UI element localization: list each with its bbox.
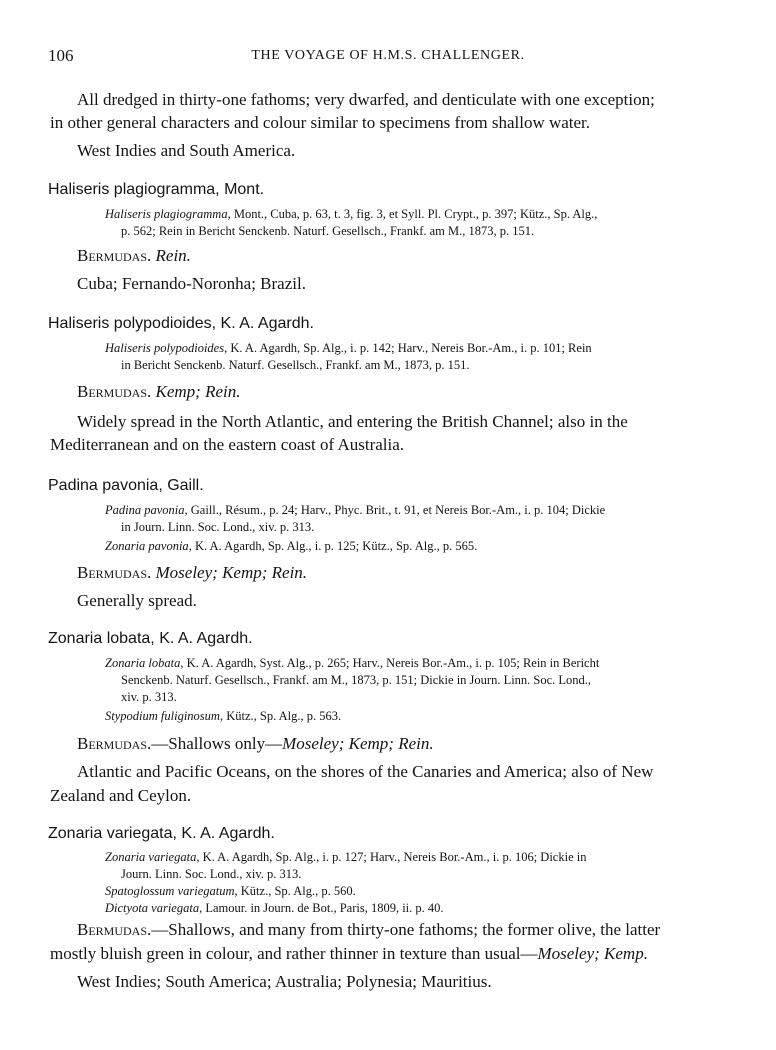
species-authority: , Gaill. xyxy=(158,477,204,494)
citation-line: Zonaria variegata, K. A. Agardh, Sp. Alg., i. p. 127; Harv., Nereis Bor.-Am., i. p. 106; Dickie in xyxy=(105,850,587,864)
intro-line-2: in other general characters and colour similar to specimens from shallow water. xyxy=(50,113,591,132)
species-name: Haliseris polypodioides xyxy=(48,315,212,332)
species-heading xyxy=(48,825,275,843)
species-authority: , Mont. xyxy=(215,181,265,198)
species-heading xyxy=(48,181,264,199)
locality-label: Bermudas. xyxy=(77,563,152,582)
citation-line: in Bericht Senckenb. Naturf. Gesellsch., Frankf. am M., 1873, p. 151. xyxy=(121,358,470,372)
species-name: Zonaria variegata xyxy=(48,825,173,842)
citation-line: Stypodium fuliginosum, Kütz., Sp. Alg., p. 563. xyxy=(105,709,342,723)
page-number: 106 xyxy=(48,46,74,65)
species-authority: , K. A. Agardh. xyxy=(211,315,314,332)
species-authority: , K. A. Agardh. xyxy=(172,825,275,842)
locality-label: Bermudas. xyxy=(77,246,152,265)
locality-line-continued: mostly bluish green in colour, and rather thinner in texture than usual—Moseley; Kemp. xyxy=(50,944,648,963)
locality-line: Bermudas.—Shallows, and many from thirty-one fathoms; the former olive, the latter xyxy=(77,920,661,939)
collectors: Moseley; Kemp; Rein. xyxy=(282,734,434,753)
synonym: Zonaria pavonia xyxy=(105,539,189,553)
citation-line: Haliseris plagiogramma, Mont., Cuba, p. 63, t. 3, fig. 3, et Syll. Pl. Crypt., p. 397; Kütz., Sp. Alg., xyxy=(105,207,598,221)
species-name: Padina pavonia xyxy=(48,477,159,494)
synonym: Padina pavonia xyxy=(105,503,185,517)
synonym: Zonaria variegata xyxy=(105,850,197,864)
species-heading xyxy=(48,630,253,648)
intro-distribution: West Indies and South America. xyxy=(77,141,296,160)
citation-line: Zonaria pavonia, K. A. Agardh, Sp. Alg., i. p. 125; Kütz., Sp. Alg., p. 565. xyxy=(105,539,478,553)
synonym: Zonaria lobata xyxy=(105,656,181,670)
citation-line: in Journ. Linn. Soc. Lond., xiv. p. 313. xyxy=(121,520,315,534)
collectors: Rein. xyxy=(155,246,191,265)
locality-line xyxy=(77,382,241,402)
citation-line: Journ. Linn. Soc. Lond., xiv. p. 313. xyxy=(121,867,302,881)
distribution-line: Zealand and Ceylon. xyxy=(50,786,192,805)
citation-line: Padina pavonia, Gaill., Résum., p. 24; Harv., Phyc. Brit., t. 91, et Nereis Bor.-Am., i. p. 104; Dickie xyxy=(105,503,606,517)
locality-label: Bermudas. xyxy=(77,920,152,939)
locality-line xyxy=(77,246,191,266)
distribution-line: West Indies; South America; Australia; Polynesia; Mauritius. xyxy=(77,972,492,991)
locality-line: Bermudas.—Shallows only—Moseley; Kemp; Rein. xyxy=(77,734,434,753)
species-heading xyxy=(48,315,314,333)
distribution-line: Mediterranean and on the eastern coast of Australia. xyxy=(50,435,405,454)
synonym: Spatoglossum variegatum xyxy=(105,884,235,898)
citation-line: Haliseris polypodioides, K. A. Agardh, Sp. Alg., i. p. 142; Harv., Nereis Bor.-Am., i. p. 101; Rein xyxy=(105,341,592,355)
running-title: THE VOYAGE OF H.M.S. CHALLENGER. xyxy=(251,48,525,63)
species-heading xyxy=(48,477,204,495)
species-authority: , K. A. Agardh. xyxy=(150,630,253,647)
collectors: Moseley; Kemp. xyxy=(537,944,648,963)
collectors: Moseley; Kemp; Rein. xyxy=(155,563,308,582)
synonym: Haliseris polypodioides xyxy=(105,341,225,355)
running-header xyxy=(48,46,728,68)
collectors: Kemp; Rein. xyxy=(155,382,241,401)
locality-label: Bermudas. xyxy=(77,734,152,753)
distribution-line: Generally spread. xyxy=(77,591,197,610)
species-name: Zonaria lobata xyxy=(48,630,151,647)
distribution-line: Atlantic and Pacific Oceans, on the shores of the Canaries and America; also of New xyxy=(77,762,654,781)
citation-line: xiv. p. 313. xyxy=(121,690,177,704)
locality-label: Bermudas. xyxy=(77,382,152,401)
citation-line: Senckenb. Naturf. Gesellsch., Frankf. am M., 1873, p. 151; Dickie in Journ. Linn. Soc. Lond., xyxy=(121,673,592,687)
citation-line: Dictyota variegata, Lamour. in Journ. de Bot., Paris, 1809, ii. p. 40. xyxy=(105,901,444,915)
synonym: Stypodium fuliginosum xyxy=(105,709,220,723)
synonym: Dictyota variegata xyxy=(105,901,200,915)
intro-line-1: All dredged in thirty-one fathoms; very dwarfed, and denticulate with one exception; xyxy=(77,90,655,109)
citation-line: Zonaria lobata, K. A. Agardh, Syst. Alg., p. 265; Harv., Nereis Bor.-Am., i. p. 105; Rein in Bericht xyxy=(105,656,600,670)
species-name: Haliseris plagiogramma xyxy=(48,181,216,198)
synonym: Haliseris plagiogramma xyxy=(105,207,228,221)
citation-line: Spatoglossum variegatum, Kütz., Sp. Alg., p. 560. xyxy=(105,884,356,898)
distribution-line: Cuba; Fernando-Noronha; Brazil. xyxy=(77,274,306,293)
distribution-line: Widely spread in the North Atlantic, and entering the British Channel; also in the xyxy=(77,412,628,431)
locality-line xyxy=(77,563,307,583)
citation-line: p. 562; Rein in Bericht Senckenb. Naturf. Gesellsch., Frankf. am M., 1873, p. 151. xyxy=(121,224,535,238)
